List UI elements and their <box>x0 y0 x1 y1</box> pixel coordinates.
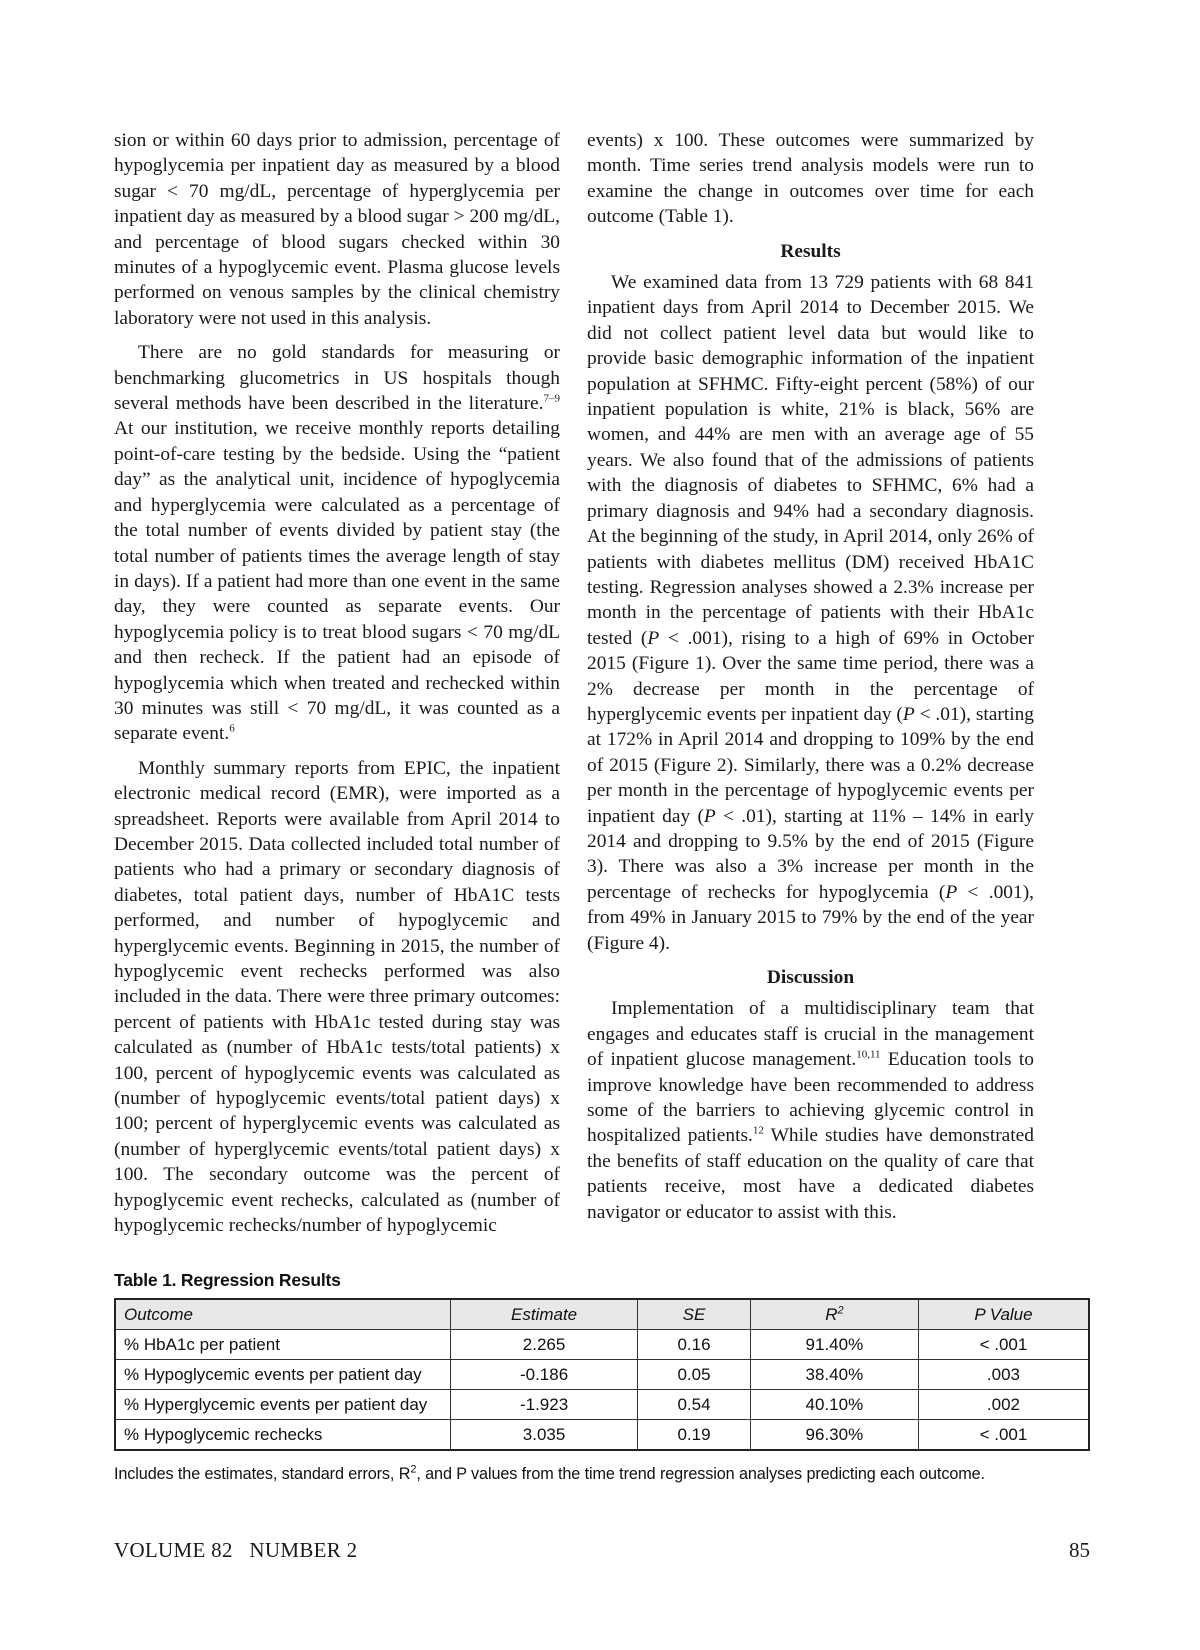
header-estimate: Estimate <box>451 1299 638 1330</box>
paragraph: There are no gold standards for measuring or benchmarking glucometrics in US hospitals though several methods have been described in the literature.$^{7-9}$ At our institution, we receive monthly reports detailing point-of-care testing by the bedside. Using the “patient day” as the analytical unit, incidence of hypoglycemia and hyperglycemia were calculated as a percentage of the total number of events divided by patient stay (the total number of patients times the average length of stay in days). If a patient had more than one event in the same day, they were counted as separate events. Our hypoglycemia policy is to treat blood sugars < 70 mg/dL and then recheck. If the patient had an episode of hypoglycemia which when treated and rechecked within 30 minutes was still < 70 mg/dL, it was counted as a separate event.$^6$ <box>114 342 560 745</box>
table-cell: 0.16 <box>638 1330 751 1360</box>
table-cell: % Hypoglycemic rechecks <box>115 1420 451 1451</box>
paragraph: We examined data from 13 729 patients with 68 841 inpatient days from April 2014 to December 2015. We did not collect patient level data but would like to provide basic demographic information of the inpatient population at SFHMC. Fifty-eight percent (58%) of our inpatient population is white, 21% is black, 56% are women, and 44% are men with an average age of 55 years. We also found that of the admissions of patients with the diagnosis of diabetes to SFHMC, 6% had a primary diagnosis and 94% had a secondary diagnosis. At the beginning of the study, in April 2014, only 26% of patients with diabetes mellitus (DM) received HbA1C testing. Regression analyses showed a 2.3% increase per month in the percentage of patients with their HbA1c tested (P < .001), rising to a high of 69% in October 2015 (Figure 1). Over the same time period, there was a 2% decrease per month in the percentage of hyperglycemic events per inpatient day (P < .01), starting at 172% in April 2014 and dropping to 109% by the end of 2015 (Figure 2). Similarly, there was a 0.2% decrease per month in the percentage of hypoglycemic events per inpatient day (P < .01), starting at 11% – 14% in early 2014 and dropping to 9.5% by the end of 2015 (Figure 3). There was also a 3% increase per month in the percentage of rechecks for hypoglycemia (P < .001), from 49% in January 2015 to 79% by the end of the year (Figure 4). <box>587 272 1034 954</box>
table-cell: .002 <box>918 1390 1089 1420</box>
paragraph: events) x 100. These outcomes were summarized by month. Time series trend analysis models were run to examine the change in outcomes over time for each outcome (Table 1). <box>587 130 1034 228</box>
table-row <box>115 1330 1089 1360</box>
table-cell: 38.40% <box>750 1360 918 1390</box>
header-p-value: P Value <box>918 1299 1089 1330</box>
table-cell: 2.265 <box>451 1330 638 1360</box>
table-row <box>115 1360 1089 1390</box>
citation: 12 <box>752 1124 764 1137</box>
table-cell: < .001 <box>918 1330 1089 1360</box>
citation: 10,11 <box>856 1048 881 1061</box>
table-cell: 40.10% <box>750 1390 918 1420</box>
table-cell: < .001 <box>918 1420 1089 1451</box>
table-cell: 0.05 <box>638 1360 751 1390</box>
table-cell: % Hypoglycemic events per patient day <box>115 1360 451 1390</box>
table-title: Table 1. Regression Results <box>114 1270 341 1290</box>
table-cell: % HbA1c per patient <box>115 1330 451 1360</box>
journal-volume: VOLUME 82 NUMBER 2 <box>114 1538 358 1562</box>
page-number: 85 <box>1069 1538 1090 1562</box>
table-cell: 3.035 <box>451 1420 638 1451</box>
table-cell: % Hyperglycemic events per patient day <box>115 1390 451 1420</box>
results-heading: Results <box>780 240 841 262</box>
table-row <box>115 1420 1089 1451</box>
citation: 7–9 <box>543 392 560 405</box>
table-cell: 96.30% <box>750 1420 918 1451</box>
table-cell: -0.186 <box>451 1360 638 1390</box>
paragraph: sion or within 60 days prior to admission, percentage of hypoglycemia per inpatient day as measured by a blood sugar < 70 mg/dL, percentage of hyperglycemia per inpatient day as measured by a blood sugar > 200 mg/dL, and percentage of blood sugars checked within 30 minutes of a hypoglycemic event. Plasma glucose levels performed on venous samples by the clinical chemistry laboratory were not used in this analysis. <box>114 130 560 329</box>
table-cell: 0.54 <box>638 1390 751 1420</box>
table-row <box>115 1390 1089 1420</box>
table-cell: 91.40% <box>750 1330 918 1360</box>
table-cell: .003 <box>918 1360 1089 1390</box>
table-cell: 0.19 <box>638 1420 751 1451</box>
left-column <box>114 128 560 1247</box>
table-header-row <box>115 1299 1089 1330</box>
table-cell: -1.923 <box>451 1390 638 1420</box>
discussion-heading: Discussion <box>766 967 855 988</box>
header-se: SE <box>638 1299 751 1330</box>
paragraph: Implementation of a multidisciplinary team that engages and educates staff is crucial in the management of inpatient glucose management.$^{10,11}$ Education tools to improve knowledge have been recommended to address some of the barriers to achieving glycemic control in hospitalized patients.$^{12}$ While studies have demonstrated the benefits of staff education on the quality of care that patients receive, most have a dedicated diabetes navigator or educator to assist with this. <box>587 998 1034 1223</box>
header-r2: $R^2$ <box>750 1299 918 1330</box>
right-column <box>587 128 1034 1234</box>
paragraph: Monthly summary reports from EPIC, the inpatient electronic medical record (EMR), were imported as a spreadsheet. Reports were available from April 2014 to December 2015. Data collected included total number of patients who had a primary or secondary diagnosis of diabetes, total patient days, number of HbA1C tests performed, and number of hypoglycemic and hyperglycemic events. Beginning in 2015, the number of hypoglycemic event rechecks performed was also included in the data. There were three primary outcomes: percent of patients with HbA1c tested during stay was calculated as (number of HbA1c tests/total patients) x 100, percent of hypoglycemic events was calculated as (number of hypoglycemic events/total patient days) x 100; percent of hyperglycemic events was calculated as (number of hyperglycemic events/total patient days) x 100. The secondary outcome was the percent of hypoglycemic event rechecks, calculated as (number of hypoglycemic rechecks/number of hypoglycemic <box>114 757 560 1237</box>
regression-table <box>114 1298 1090 1451</box>
table-note: Includes the estimates, standard errors, $R^2$, and P values from the time trend regression analyses predicting each outcome. <box>114 1463 985 1483</box>
citation: 6 <box>229 722 235 735</box>
header-outcome: Outcome <box>115 1299 451 1330</box>
